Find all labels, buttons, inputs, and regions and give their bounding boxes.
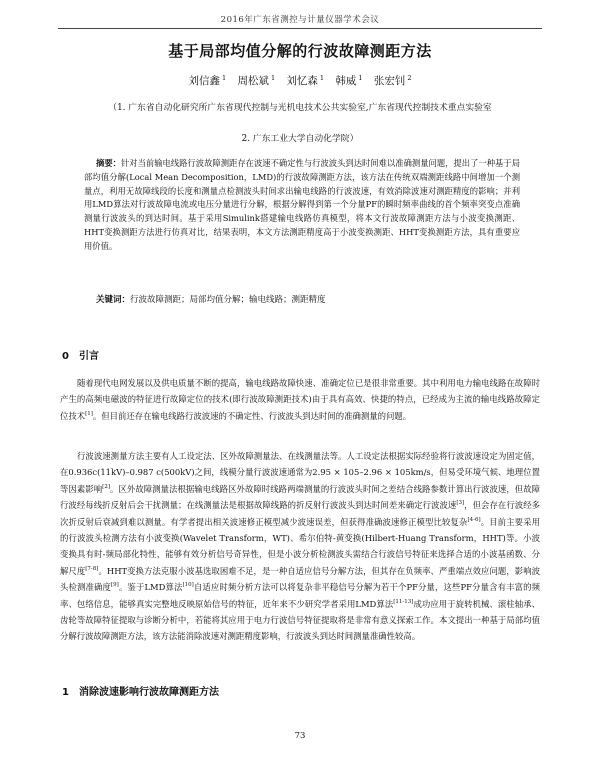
author <box>237 75 275 87</box>
paragraph-text: 自适应时频分析方法可以将复杂非平稳信号分解为若干个PF分量，这些PF分量含有丰富的频率、包络信息，能够真实完整地反映原始信号的特征，近年来不少研究学者采用LMD算法 <box>60 582 541 609</box>
author-name: 韩威 <box>335 75 357 87</box>
section-number: 0 <box>62 351 69 362</box>
keywords-text: 行波故障测距；局部均值分解；输电线路；测距精度 <box>130 295 326 305</box>
paragraph-text: ，但会存在行波经多次折反射后衰减到难以测量。有学者提出相关波速修正模型减少波速误差，但获得准确波速修正模型比较复杂 <box>60 500 540 527</box>
citation: [7-8] <box>85 566 99 573</box>
author-affil-mark: 1 <box>319 73 325 82</box>
author-name: 张宏钊 <box>373 75 406 87</box>
citation: [4-6] <box>467 516 481 523</box>
author <box>188 75 226 87</box>
paper-title: 基于局部均值分解的行波故障测距方法 <box>168 42 432 60</box>
section-heading-introduction <box>62 347 99 362</box>
section-heading-method <box>62 683 219 698</box>
section-number: 1 <box>62 687 69 698</box>
author-affil-mark: 2 <box>407 73 412 82</box>
affiliation-2: 2. 广东工业大学自动化学院） <box>241 134 359 144</box>
author-name: 周松斌 <box>237 75 269 87</box>
paragraph-text: 。但目前还存在输电线路行波波速的不确定性、行波波头到达时间的准确测量的问题。 <box>92 410 412 421</box>
page-number: 73 <box>294 731 306 741</box>
keywords <box>96 293 526 305</box>
citation: [1] <box>85 411 93 418</box>
author <box>335 75 362 87</box>
citation: [11-13] <box>393 598 414 605</box>
body-paragraph <box>60 375 540 424</box>
citation: [10] <box>182 582 194 589</box>
paragraph-text: 。区外故障测量法根据输电线路区外故障时线路两端测量的行波波头时间之差结合线路参数计算出行波波速，但故障行波经每线折反射后会干扰测量；在线测量法是根据故障线路的折反射行波波头到达时间差来确定行波波速 <box>60 483 541 511</box>
paragraph-text: 行波波速测量方法主要有人工设定法、区外故障测量法、在线测量法等。人工设定法根据实际经验将行波波速设定为固定值，在0.936c(11kV)–0.987 c(500kV)之间，线模分量行波波速通常为2.95 × 105–2.96 × 105km/s，但易受环境气候、地理位置等因素影响 <box>60 451 540 494</box>
author-affil-mark: 1 <box>270 73 276 82</box>
author-name: 刘信鑫 <box>188 75 220 87</box>
running-header: 2016年广东省测控与计量仪器学术会议 <box>220 15 380 25</box>
author-name: 刘忆森 <box>286 75 318 87</box>
citation: [9] <box>111 582 119 589</box>
author-affil-mark: 1 <box>358 73 363 82</box>
paragraph-text: 成功应用于旋转机械、滚柱轴承、齿轮等故障特征提取与诊断分析中，若能将其应用于电力行波信号特征提取将是非常有意义探索工作。本文提出一种基于局部均值分解行波故障测距方法，该方法能消除波速对测距精度影响，行波波头到达时间测量准确性较高。 <box>60 598 541 642</box>
citation: [3] <box>456 500 465 507</box>
paragraph-text: 随着现代电网发展以及供电质量不断的提高，输电线路故障快速、准确定位已是很非常重要。其中利用电力输电线路在故障时产生的高频电磁波的特征进行故障定位的技术(即行波故障测距技术)由于具有高效、快捷的特点，已经成为主流的输电线路故障定位技术 <box>60 378 540 421</box>
affiliation-1: （1. 广东省自动化研究所广东省现代控制与光机电技术公共实验室,广东省现代控制技术重点实验室 <box>108 103 492 113</box>
citation: [2] <box>102 484 110 491</box>
paragraph-text: 。目前主要采用的行波波头检测方法有小波变换(Wavelet Transform，WT)、希尔伯特-黄变换(Hilbert-Huang Transform，HHT)等。小波变换具有时-频局部化特性，能够有效分析信号奇异性，但是小波分析检测波头需结合行波信号特征来选择合适的小波基函数、分解尺度 <box>60 516 541 576</box>
abstract-text: 针对当前输电线路行波故障测距存在波速不确定性与行波波头到达时间难以准确测量问题，提出了一种基于局部均值分解(Local Mean Decomposition，LMD)的行波故障测距方法，该方法在传统双端测距线路中间增加一个测量点，利用无故障线段的长度和测量点检测波头时间求出输电线路的行波波速，有效消除波速对测距精度的影响；并利用LMD算法对行波故障电流或电压分量进行分解，根据分解得到第一个分量PF的瞬时频率曲线的首个频率突变点准确测量行波波头的到达时间。基于采用Simulink搭建输电线路仿真模型，将本文行波故障测距方法与小波变换测距、HHT变换测距方法进行仿真对比，结果表明，本文方法测距精度高于小波变换测距、HHT变换测距方法，具有重要应用价值。 <box>84 158 520 251</box>
author <box>374 75 412 87</box>
author <box>286 75 324 87</box>
paragraph-text: 。鉴于LMD算法 <box>118 582 183 593</box>
paragraph-text: 。HHT变换方法克服小波基选取困难不足，是一种自适应信号分解方法，但其存在负频率、严重端点效应问题，影响波头检测准确度 <box>60 565 540 593</box>
header-rule <box>58 28 542 29</box>
abstract-label: 摘要： <box>96 158 121 168</box>
body-paragraph <box>60 448 540 645</box>
author-affil-mark: 1 <box>221 73 227 82</box>
author-list <box>0 73 600 88</box>
section-title: 引言 <box>78 351 99 362</box>
section-title: 消除波速影响行波故障测距方法 <box>78 687 219 698</box>
keywords-label: 关键词： <box>96 295 131 305</box>
abstract <box>84 157 520 254</box>
